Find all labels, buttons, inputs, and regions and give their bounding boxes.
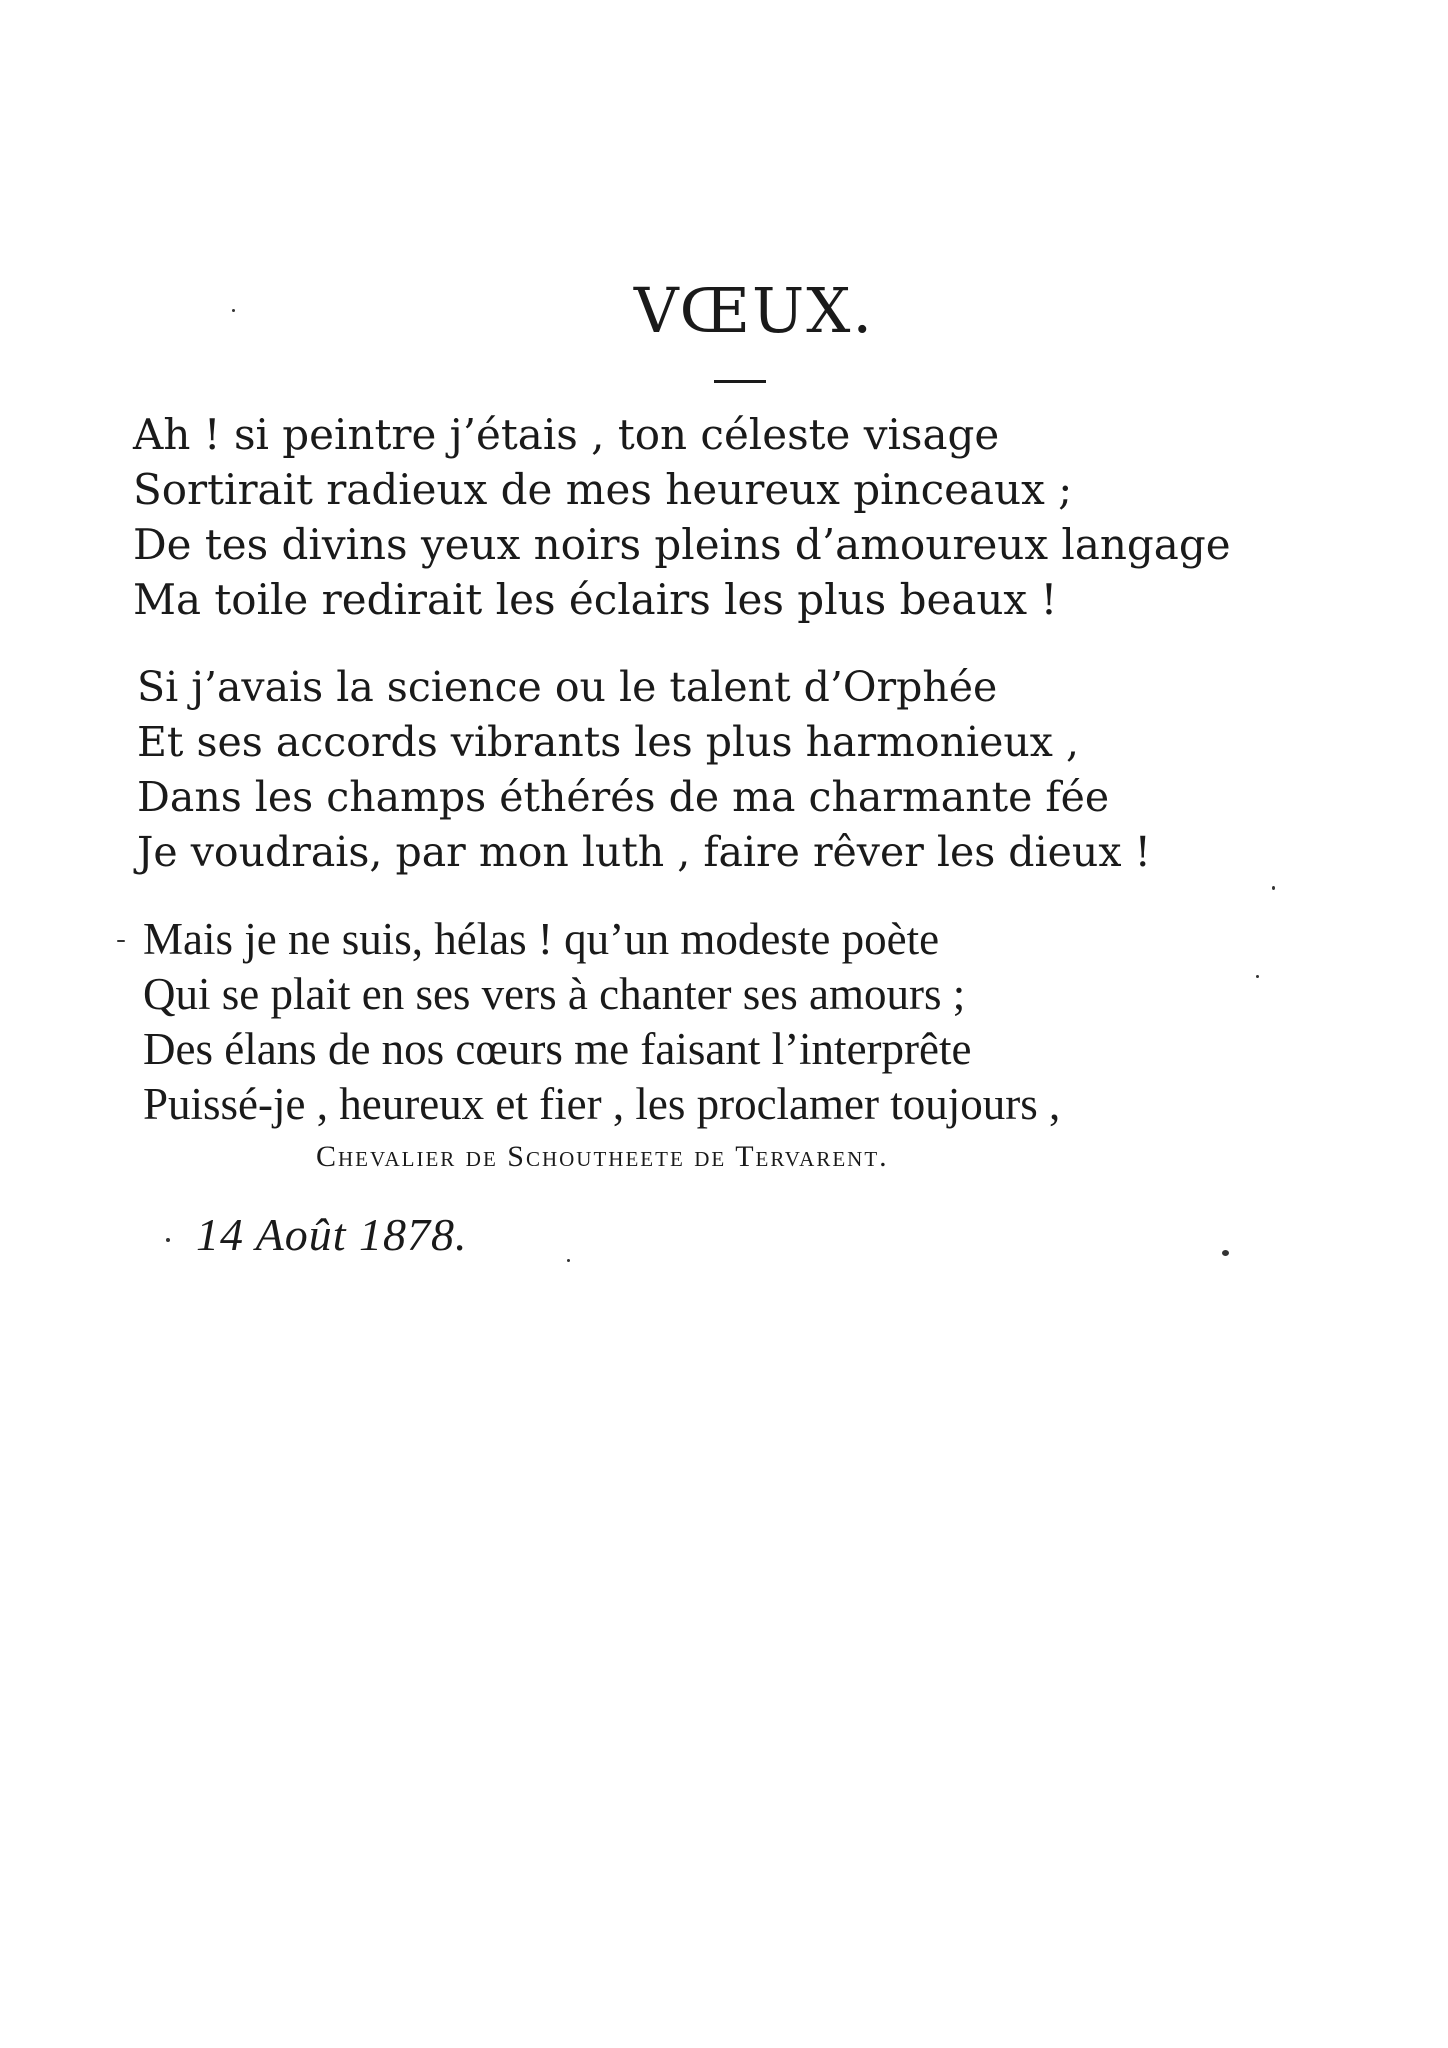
poem-date: 14 Août 1878.	[196, 1209, 468, 1260]
stanza-1	[133, 407, 1231, 627]
scan-speck	[567, 1259, 570, 1262]
title-divider	[714, 380, 766, 383]
stanza-2	[137, 660, 1151, 880]
scan-speck	[1256, 975, 1259, 978]
verse-line: Sortirait radieux de mes heureux pinceaux ;	[133, 465, 1073, 514]
scan-speck	[232, 309, 235, 312]
verse-line: Et ses accords vibrants les plus harmonieux ,	[137, 718, 1079, 766]
scan-speck	[166, 1238, 170, 1242]
verse-line: Je voudrais, par mon luth , faire rêver les dieux !	[137, 828, 1151, 876]
verse-line: Puissé-je , heureux et fier , les proclamer toujours ,	[143, 1079, 1061, 1129]
author-signature: Chevalier de Schoutheete de Tervarent.	[316, 1140, 889, 1173]
verse-line: Mais je ne suis, hélas ! qu’un modeste poète	[143, 914, 940, 964]
stanza-3	[143, 912, 1060, 1132]
scan-speck	[1272, 886, 1275, 890]
verse-line: Qui se plait en ses vers à chanter ses amours ;	[143, 969, 966, 1019]
verse-line: Des élans de nos cœurs me faisant l’interprête	[143, 1024, 972, 1074]
verse-line: Si j’avais la science ou le talent d’Orphée	[137, 663, 998, 711]
poem-title: VŒUX.	[633, 274, 875, 347]
verse-line: Dans les champs éthérés de ma charmante fée	[137, 773, 1110, 821]
scan-speck	[1222, 1250, 1229, 1256]
verse-line: De tes divins yeux noirs pleins d’amoureux langage	[133, 520, 1231, 569]
verse-line: Ah ! si peintre j’étais , ton céleste visage	[133, 410, 1000, 459]
scan-speck	[117, 940, 125, 942]
verse-line: Ma toile redirait les éclairs les plus beaux !	[133, 575, 1058, 624]
